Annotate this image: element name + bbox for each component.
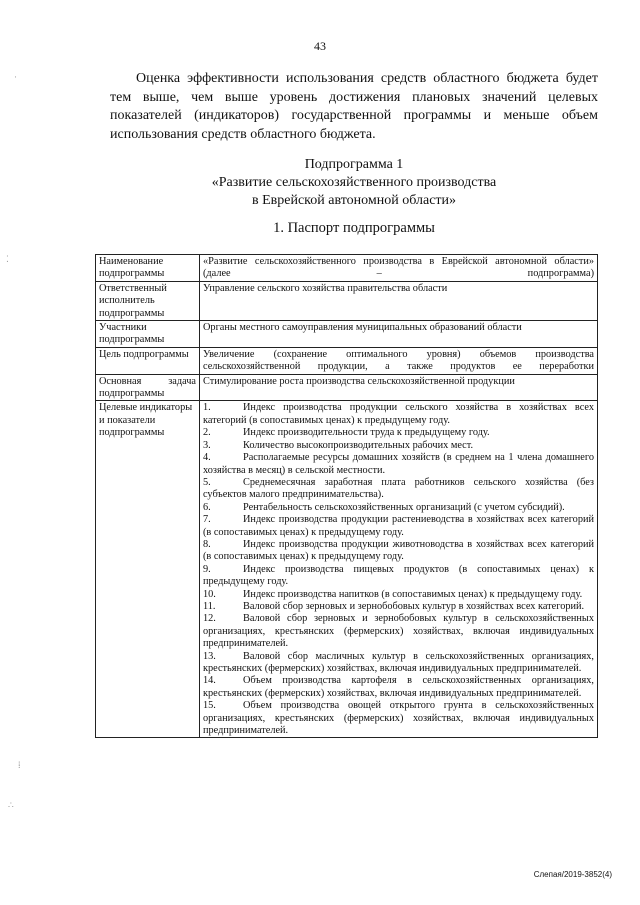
- document-code: Слепая/2019-3852(4): [533, 870, 612, 879]
- row-value: Стимулирование роста производства сельскохозяйственной продукции: [200, 374, 598, 401]
- indicator-item: 5. Среднемесячная заработная плата работников сельского хозяйства (без субъектов малого предпринимательства).: [203, 476, 594, 501]
- table-row: [96, 374, 598, 401]
- indicator-item: 2. Индекс производительности труда к предыдущему году.: [203, 427, 490, 439]
- row-value: Органы местного самоуправления муниципальных образований области: [200, 321, 598, 348]
- indicators-list: [200, 401, 598, 738]
- indicator-item: 12. Валовой сбор зерновых и зернобобовых культур в сельскохозяйственных организациях, крестьянских (фермерских) хозяйствах, включая индивидуальных предпринимателей.: [203, 613, 594, 650]
- subprogram-name-line2: в Еврейской автономной области»: [251, 193, 457, 208]
- indicator-item: 4. Располагаемые ресурсы домашних хозяйств (в среднем на 1 члена домашнего хозяйства в месяц) в сельской местности.: [203, 452, 594, 476]
- scan-artifact: ·: [14, 72, 17, 82]
- subprogram-name-line1: «Развитие сельскохозяйственного производства: [211, 175, 497, 190]
- passport-table: [95, 254, 598, 738]
- indicator-item: 3. Количество высокопроизводительных рабочих мест.: [203, 439, 474, 451]
- scan-artifact: ∴: [8, 800, 14, 810]
- indicator-item: 11. Валовой сбор зерновых и зернобобовых культур в хозяйствах всех категорий.: [203, 600, 585, 612]
- table-row: [96, 321, 598, 348]
- subprogram-title: Подпрограмма 1: [304, 157, 404, 172]
- row-label: Основная задача подпрограммы: [96, 374, 200, 401]
- intro-paragraph: Оценка эффективности использования средств областного бюджета будет тем выше, чем выше уровень достижения плановых значений целевых показателей (индикаторов) государственной программы и меньше объем использования средств областного бюджета.: [110, 71, 598, 142]
- table-row: [96, 401, 598, 738]
- row-label: Наименование подпрограммы: [96, 255, 200, 282]
- indicator-item: 10. Индекс производства напитков (в сопоставимых ценах) к предыдущему году.: [203, 588, 583, 600]
- table-row: [96, 281, 598, 320]
- passport-heading: 1. Паспорт подпрограммы: [273, 220, 435, 236]
- scan-artifact: ⁞: [18, 760, 21, 770]
- table-row: [96, 347, 598, 374]
- indicators-label: Целевые индикаторы и показатели подпрограммы: [96, 401, 200, 738]
- indicator-item: 13. Валовой сбор масличных культур в сельскохозяйственных организациях, крестьянских (фермерских) хозяйствах, включая индивидуальных предпринимателей.: [203, 650, 594, 674]
- indicator-item: 15. Объем производства овощей открытого грунта в сельскохозяйственных организациях, крестьянских (фермерских) хозяйствах, включая индивидуальных предпринимателей.: [203, 700, 594, 737]
- row-value: Управление сельского хозяйства правительства области: [200, 281, 598, 320]
- row-value: Увеличение (сохранение оптимального уровня) объемов производства сельскохозяйственной продукции, а также продуктов ее переработки: [200, 347, 598, 374]
- row-value: «Развитие сельскохозяйственного производства в Еврейской автономной области» (далее – подпрограмма): [200, 255, 598, 282]
- page-number: 43: [314, 39, 326, 53]
- indicator-item: 14. Объем производства картофеля в сельскохозяйственных организациях, крестьянских (фермерских) хозяйствах, включая индивидуальных предпринимателей.: [203, 675, 594, 699]
- row-label: Цель подпрограммы: [96, 347, 200, 374]
- row-label: Участники подпрограммы: [96, 321, 200, 348]
- indicator-item: 9. Индекс производства пищевых продуктов (в сопоставимых ценах) к предыдущему году.: [203, 563, 594, 588]
- scan-artifact: ⁚: [6, 254, 9, 264]
- row-label: Ответственный исполнитель подпрограммы: [96, 281, 200, 320]
- indicator-item: 6. Рентабельность сельскохозяйственных организаций (с учетом субсидий).: [203, 501, 565, 513]
- indicator-item: 7. Индекс производства продукции растениеводства в хозяйствах всех категорий (в сопоставимых ценах) к предыдущему году.: [203, 514, 594, 538]
- indicator-item: 1. Индекс производства продукции сельского хозяйства в хозяйствах всех категорий (в сопоставимых ценах) к предыдущему году.: [203, 402, 594, 426]
- indicator-item: 8. Индекс производства продукции животноводства в хозяйствах всех категорий (в сопоставимых ценах) к предыдущему году.: [203, 538, 594, 563]
- table-row: [96, 255, 598, 282]
